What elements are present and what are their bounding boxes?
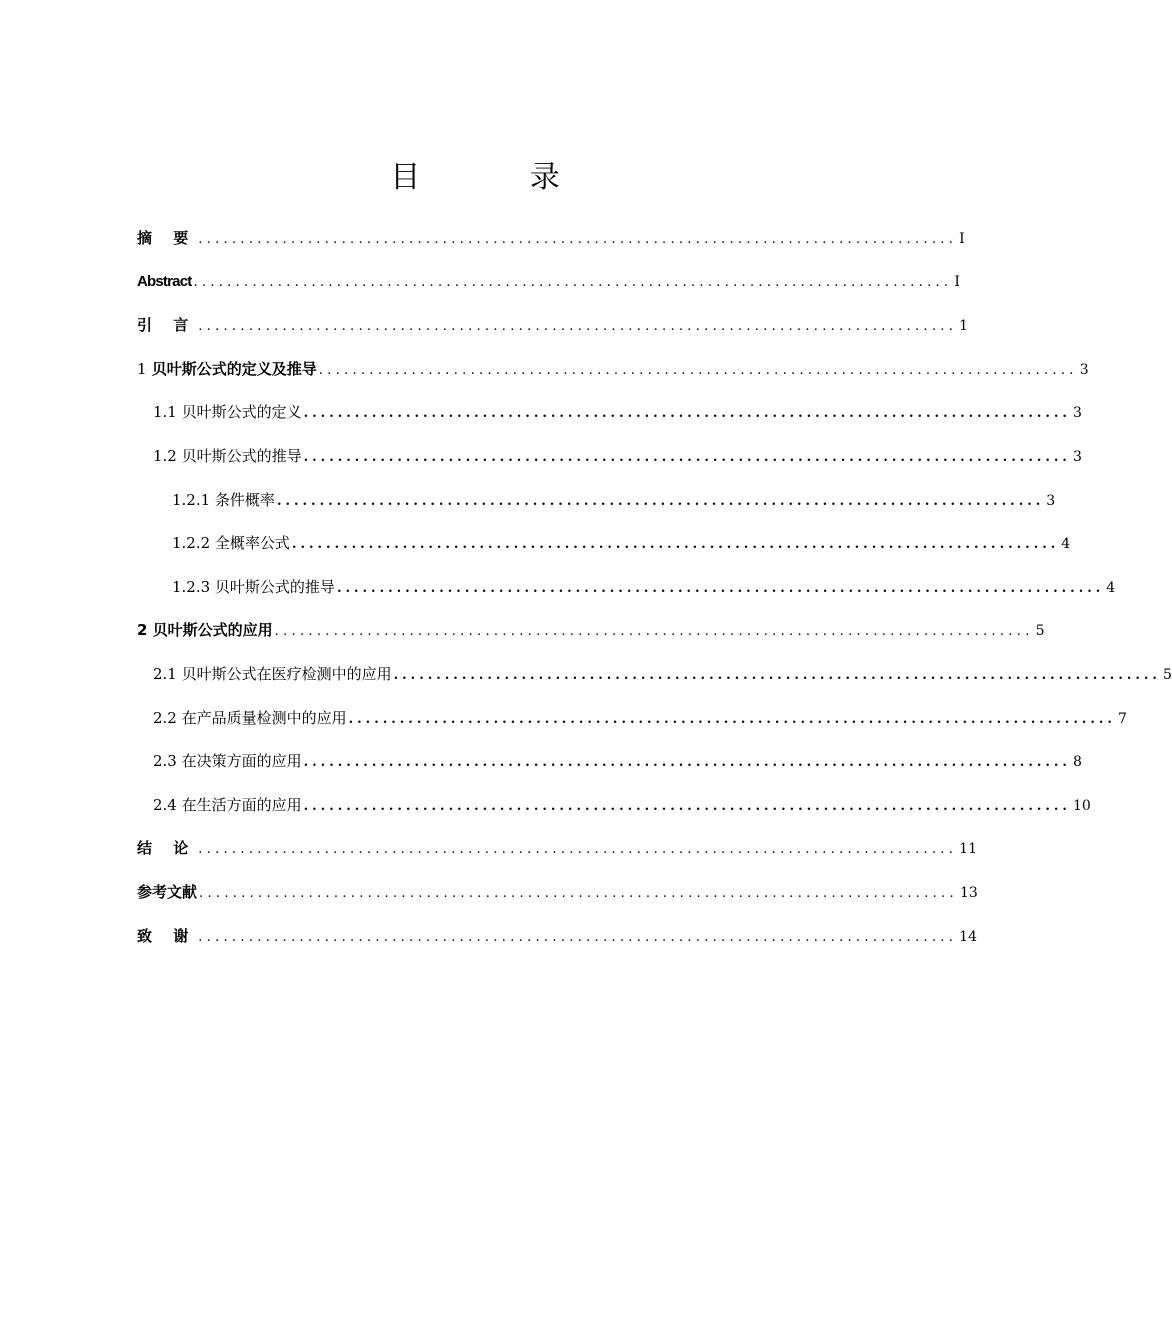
- toc-entry-page: 3: [1072, 405, 1082, 422]
- toc-entry-label: 参考文献: [137, 882, 198, 901]
- toc-entry-label: 1.2.2 全概率公式: [172, 534, 290, 553]
- dot-leader: ..........................................................................................: [198, 842, 958, 858]
- toc-entry-number: 1: [137, 359, 147, 378]
- toc-entry-conclusion[interactable]: [137, 836, 977, 880]
- toc-title: 目 录: [390, 160, 610, 195]
- dot-leader: ..........................................................................................: [303, 798, 1071, 814]
- toc-entry-label: 1.1 贝叶斯公式的定义: [153, 403, 302, 422]
- dot-leader: ..........................................................................................: [303, 755, 1071, 771]
- toc-entry-section-2-1[interactable]: [137, 662, 1172, 706]
- table-of-contents: [137, 226, 1172, 967]
- dot-leader: ..........................................................................................: [303, 406, 1071, 422]
- toc-entry-page: 11: [959, 841, 977, 858]
- toc-entry-section-2-3[interactable]: [137, 749, 1082, 793]
- toc-entry-page: 3: [1046, 492, 1056, 509]
- dot-leader: ..........................................................................................: [199, 885, 958, 901]
- toc-entry-section-2-4[interactable]: [137, 793, 1091, 837]
- dot-leader: ..........................................................................................: [193, 274, 953, 290]
- toc-entry-section-1-2-3[interactable]: [137, 575, 1116, 619]
- dot-leader: ..........................................................................................: [303, 449, 1071, 465]
- dot-leader: ..........................................................................................: [318, 362, 1078, 378]
- toc-entry-acknowledgements[interactable]: [137, 924, 977, 968]
- toc-entry-page: 10: [1072, 797, 1091, 814]
- toc-entry-page: 7: [1117, 710, 1127, 727]
- toc-entry-chapter-2[interactable]: [137, 618, 1045, 662]
- toc-entry-label: 1.2 贝叶斯公式的推导: [153, 446, 302, 465]
- dot-leader: ..........................................................................................: [274, 624, 1034, 640]
- toc-entry-page: 14: [959, 928, 977, 945]
- toc-entry-page: 1: [959, 318, 969, 335]
- dot-leader: ..........................................................................................: [348, 711, 1116, 727]
- toc-entry-label: 结 论: [137, 839, 197, 858]
- toc-entry-page: 3: [1079, 361, 1089, 378]
- toc-entry-label: 1.2.3 贝叶斯公式的推导: [172, 577, 335, 596]
- toc-entry-label: 摘 要: [137, 229, 197, 247]
- toc-entry-section-1-1[interactable]: [137, 400, 1082, 444]
- toc-entry-page: 8: [1072, 754, 1082, 771]
- toc-entry-label: 2.4 在生活方面的应用: [153, 795, 302, 814]
- toc-entry-label: 引 言: [137, 316, 197, 335]
- dot-leader: ..........................................................................................: [336, 580, 1105, 596]
- toc-entry-section-2-2[interactable]: [137, 706, 1127, 750]
- toc-entry-label: 贝叶斯公式的定义及推导: [151, 359, 317, 378]
- toc-entry-page: I: [959, 231, 965, 247]
- toc-entry-abstract-cn[interactable]: [137, 226, 965, 270]
- dot-leader: ..........................................................................................: [393, 667, 1161, 683]
- toc-entry-label: 2.2 在产品质量检测中的应用: [153, 708, 347, 727]
- toc-entry-section-1-2[interactable]: [137, 444, 1082, 488]
- toc-entry-chapter-1[interactable]: [137, 357, 1089, 401]
- toc-entry-page: 13: [959, 884, 978, 901]
- toc-entry-page: 3: [1072, 448, 1082, 465]
- toc-entry-label: 2.1 贝叶斯公式在医疗检测中的应用: [153, 664, 392, 683]
- toc-entry-page: 4: [1061, 536, 1071, 553]
- toc-entry-label: 2.3 在决策方面的应用: [153, 752, 302, 771]
- toc-entry-label: 1.2.1 条件概率: [172, 490, 275, 509]
- toc-entry-abstract-en[interactable]: [137, 270, 960, 314]
- dot-leader: ..........................................................................................: [276, 493, 1045, 509]
- toc-entry-references[interactable]: [137, 880, 978, 924]
- toc-entry-section-1-2-1[interactable]: [137, 488, 1056, 532]
- toc-entry-page: 5: [1162, 666, 1172, 683]
- dot-leader: ..........................................................................................: [198, 319, 958, 335]
- toc-entry-label: 致 谢: [137, 926, 197, 945]
- toc-entry-label: 2 贝叶斯公式的应用: [137, 621, 273, 640]
- toc-entry-label: Abstract: [137, 272, 192, 290]
- dot-leader: ..........................................................................................: [291, 537, 1060, 553]
- dot-leader: ..........................................................................................: [198, 232, 958, 247]
- toc-entry-introduction[interactable]: [137, 313, 969, 357]
- toc-entry-page: 4: [1106, 579, 1116, 596]
- dot-leader: ..........................................................................................: [198, 929, 958, 945]
- toc-entry-section-1-2-2[interactable]: [137, 531, 1071, 575]
- toc-entry-page: I: [954, 273, 960, 290]
- toc-entry-page: 5: [1035, 623, 1045, 640]
